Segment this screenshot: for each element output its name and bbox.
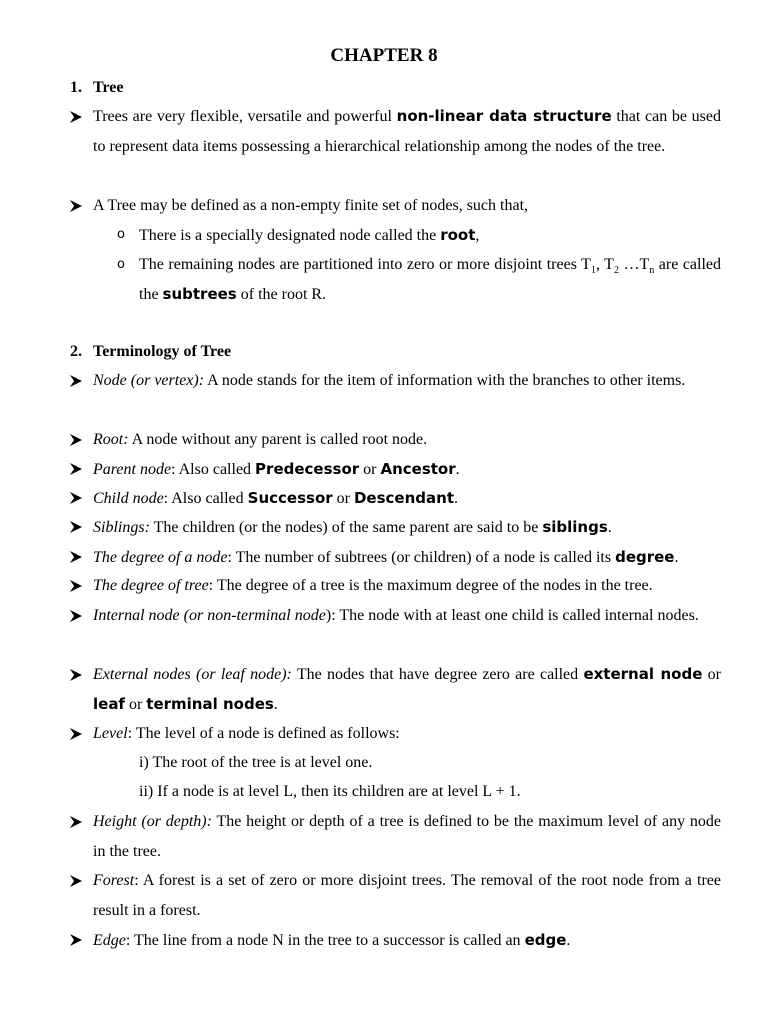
level-rule-i: i) The root of the tree is at level one. <box>139 754 373 771</box>
sub-bullet-subtrees: o The remaining nodes are partitioned into zero or more disjoint trees $T_1$, $T_2$ $\dots T_n$ are called the subtrees of the root R. <box>139 250 721 309</box>
section-number: 2. <box>70 343 82 360</box>
bullet-root: Root: A node without any parent is called root node. <box>93 430 721 450</box>
arrow-bullet-icon <box>69 488 83 508</box>
bullet-node: Node (or vertex): A node stands for the item of information with the branches to other items. <box>93 366 721 396</box>
arrow-bullet-icon <box>69 196 83 216</box>
arrow-bullet-icon <box>69 517 83 537</box>
circle-bullet-icon: o <box>117 257 125 272</box>
bullet-siblings: Siblings: The children (or the nodes) of the same parent are said to be siblings. <box>93 517 721 538</box>
term: Internal node (or non-terminal node <box>93 607 326 624</box>
sub-bullet-root: o There is a specially designated node called the root, <box>117 226 480 244</box>
bullet-level: Level: The level of a node is defined as follows: <box>93 724 721 744</box>
term: Level <box>93 725 128 742</box>
arrow-bullet-icon <box>69 576 83 596</box>
section-number: 1. <box>70 79 82 96</box>
bullet-forest: Forest: A forest is a set of zero or more disjoint trees. The removal of the root node from a tree result in a forest. <box>93 866 721 925</box>
term: The degree of a node <box>93 549 228 566</box>
section-title: Terminology of Tree <box>93 343 232 360</box>
term: The degree of tree <box>93 577 209 594</box>
bullet-internal-node: Internal node (or non-terminal node): The node with at least one child is called internal nodes. <box>93 601 721 631</box>
bullet-external-nodes: External nodes (or leaf node): The nodes that have degree zero are called external node or leaf or terminal nodes. <box>93 660 721 719</box>
bullet-degree-of-tree: The degree of tree: The degree of a tree is the maximum degree of the nodes in the tree. <box>93 576 721 596</box>
arrow-bullet-icon <box>69 430 83 450</box>
term: Edge <box>93 932 126 949</box>
arrow-bullet-icon <box>69 601 83 631</box>
arrow-bullet-icon <box>69 807 83 837</box>
term: Node (or vertex): <box>93 372 205 389</box>
term: Child node <box>93 490 164 507</box>
bullet-degree-of-node: The degree of a node: The number of subtrees (or children) of a node is called its degree. <box>93 547 721 568</box>
term: Forest <box>93 872 135 889</box>
bullet-parent-node: Parent node: Also called Predecessor or Ancestor. <box>93 459 721 480</box>
arrow-bullet-icon <box>69 724 83 744</box>
section-title: Tree <box>93 79 124 96</box>
bullet-child-node: Child node: Also called Successor or Descendant. <box>93 488 721 509</box>
term: Parent node <box>93 461 172 478</box>
arrow-bullet-icon <box>69 866 83 896</box>
arrow-bullet-icon <box>69 660 83 690</box>
circle-bullet-icon: o <box>117 227 125 242</box>
bullet-tree-formal-definition: A Tree may be defined as a non-empty finite set of nodes, such that, <box>93 196 721 216</box>
level-rule-ii: ii) If a node is at level L, then its children are at level L + 1. <box>139 783 521 800</box>
term: Root: <box>93 431 129 448</box>
arrow-bullet-icon <box>69 547 83 567</box>
arrow-bullet-icon <box>69 459 83 479</box>
section-1-heading <box>70 78 124 98</box>
term: External nodes (or leaf node): <box>93 666 292 683</box>
bold-term: non-linear data structure <box>396 107 612 125</box>
bullet-edge: Edge: The line from a node N in the tree to a successor is called an edge. <box>93 930 721 951</box>
bullet-tree-definition: Trees are very flexible, versatile and powerful non-linear data structure that can be used to represent data items possessing a hierarchical relationship among the nodes of the tree. <box>93 102 721 161</box>
arrow-bullet-icon <box>69 102 83 132</box>
bullet-height: Height (or depth): The height or depth of a tree is defined to be the maximum level of any node in the tree. <box>93 807 721 866</box>
term: Siblings: <box>93 519 150 536</box>
term: Height (or depth): <box>93 813 212 830</box>
section-2-heading <box>70 342 231 362</box>
arrow-bullet-icon <box>69 366 83 396</box>
arrow-bullet-icon <box>69 930 83 950</box>
chapter-title: CHAPTER 8 <box>330 45 438 66</box>
